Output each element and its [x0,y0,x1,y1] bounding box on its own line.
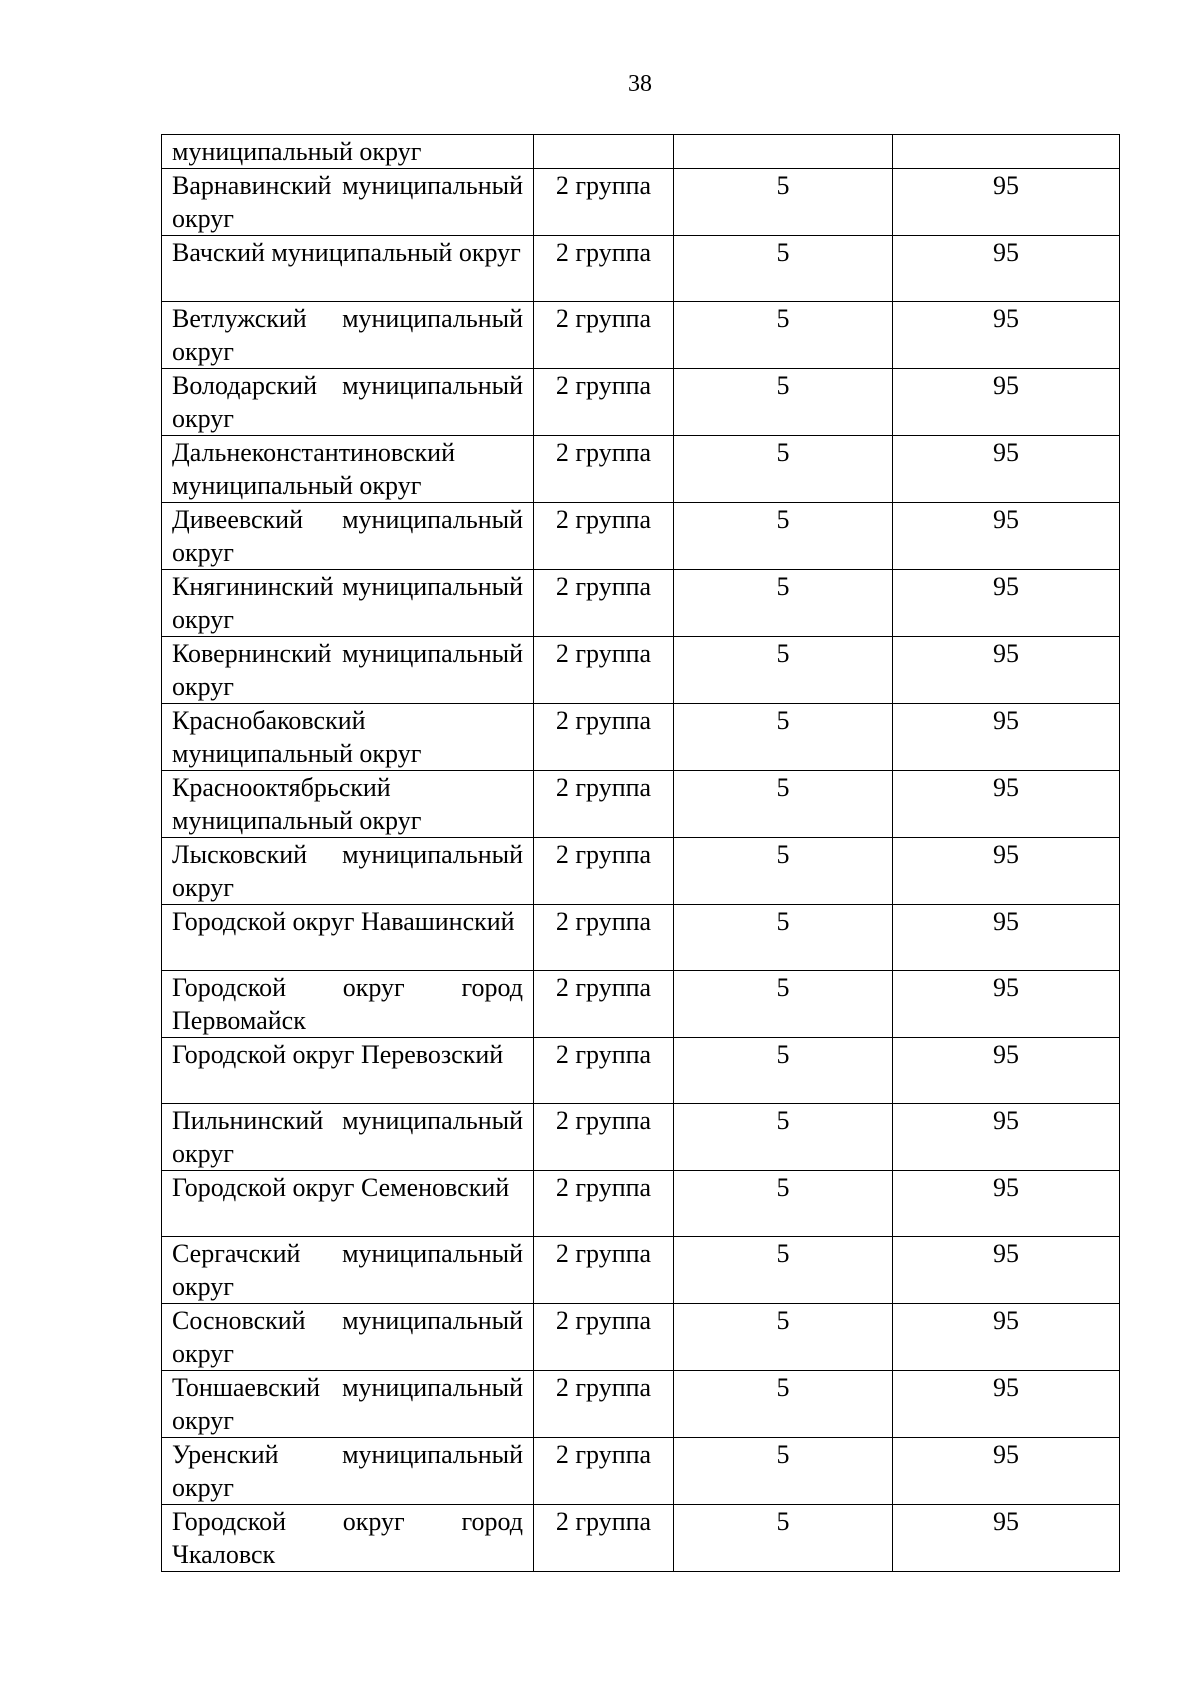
cell-value1: 5 [674,436,893,503]
cell-value2 [893,135,1120,169]
municipalities-table [161,134,1120,1572]
cell-name: Городской округ Семеновский [162,1171,534,1237]
cell-group: 2 группа [534,1171,674,1237]
cell-name: Володарский муниципальный округ [162,369,534,436]
cell-value2: 95 [893,369,1120,436]
table-row [162,637,1120,704]
cell-value2: 95 [893,905,1120,971]
table-row [162,503,1120,570]
cell-name: Дивеевский муниципальный округ [162,503,534,570]
cell-name: Краснобаковский муниципальный округ [162,704,534,771]
table-row [162,704,1120,771]
cell-name: Городской округ Навашинский [162,905,534,971]
cell-value1: 5 [674,570,893,637]
cell-group: 2 группа [534,1038,674,1104]
cell-group: 2 группа [534,971,674,1038]
table-row [162,436,1120,503]
cell-value2: 95 [893,971,1120,1038]
table-row [162,838,1120,905]
cell-group: 2 группа [534,1237,674,1304]
cell-group: 2 группа [534,1104,674,1171]
cell-value2: 95 [893,1038,1120,1104]
cell-value1: 5 [674,971,893,1038]
cell-name: Дальнеконстантиновский муниципальный округ [162,436,534,503]
table-row [162,236,1120,302]
cell-value1: 5 [674,1104,893,1171]
table-row [162,1171,1120,1237]
table-row [162,905,1120,971]
cell-value2: 95 [893,1304,1120,1371]
cell-value2: 95 [893,503,1120,570]
cell-group: 2 группа [534,1371,674,1438]
cell-value1 [674,135,893,169]
cell-name: Городской округ Перевозский [162,1038,534,1104]
cell-value2: 95 [893,302,1120,369]
cell-value1: 5 [674,1304,893,1371]
cell-group: 2 группа [534,1304,674,1371]
cell-group: 2 группа [534,905,674,971]
table-body [162,135,1120,1572]
cell-value1: 5 [674,169,893,236]
cell-value2: 95 [893,1371,1120,1438]
cell-value1: 5 [674,503,893,570]
cell-value1: 5 [674,838,893,905]
cell-value1: 5 [674,302,893,369]
cell-value1: 5 [674,704,893,771]
cell-value1: 5 [674,1038,893,1104]
cell-value1: 5 [674,1171,893,1237]
cell-value1: 5 [674,1237,893,1304]
cell-value1: 5 [674,771,893,838]
cell-name: Городской округ город Чкаловск [162,1505,534,1572]
cell-value2: 95 [893,169,1120,236]
table-row [162,1438,1120,1505]
cell-group: 2 группа [534,704,674,771]
cell-name: Лысковский муниципальный округ [162,838,534,905]
table-row [162,771,1120,838]
table-row [162,169,1120,236]
table-row [162,570,1120,637]
table-row [162,1371,1120,1438]
cell-name: Вачский муниципальный округ [162,236,534,302]
cell-value2: 95 [893,1171,1120,1237]
cell-group: 2 группа [534,838,674,905]
cell-name: Сергачский муниципальный округ [162,1237,534,1304]
cell-value2: 95 [893,570,1120,637]
table-row [162,302,1120,369]
cell-group: 2 группа [534,637,674,704]
cell-group: 2 группа [534,169,674,236]
table-row [162,1237,1120,1304]
cell-name: Ковернинский муниципальный округ [162,637,534,704]
cell-value2: 95 [893,236,1120,302]
cell-value1: 5 [674,369,893,436]
cell-value2: 95 [893,1505,1120,1572]
cell-group: 2 группа [534,436,674,503]
cell-group: 2 группа [534,1505,674,1572]
cell-name: Тоншаевский муниципальный округ [162,1371,534,1438]
cell-group: 2 группа [534,1438,674,1505]
cell-group: 2 группа [534,369,674,436]
cell-name: Варнавинский муниципальный округ [162,169,534,236]
cell-group: 2 группа [534,503,674,570]
cell-value2: 95 [893,771,1120,838]
page-number: 38 [628,71,652,97]
cell-group [534,135,674,169]
cell-name: Краснооктябрьский муниципальный округ [162,771,534,838]
table-row [162,971,1120,1038]
cell-value2: 95 [893,436,1120,503]
cell-name: Городской округ город Первомайск [162,971,534,1038]
cell-name: муниципальный округ [162,135,534,169]
cell-name: Княгининский муниципальный округ [162,570,534,637]
cell-name: Сосновский муниципальный округ [162,1304,534,1371]
cell-value1: 5 [674,637,893,704]
cell-value1: 5 [674,1438,893,1505]
table-row [162,369,1120,436]
table-row [162,1304,1120,1371]
cell-value2: 95 [893,1237,1120,1304]
cell-value1: 5 [674,1505,893,1572]
cell-name: Ветлужский муниципальный округ [162,302,534,369]
table-row-continuation [162,135,1120,169]
cell-value2: 95 [893,704,1120,771]
cell-group: 2 группа [534,236,674,302]
table-row [162,1038,1120,1104]
table-row [162,1505,1120,1572]
cell-value2: 95 [893,637,1120,704]
cell-name: Пильнинский муниципальный округ [162,1104,534,1171]
cell-value1: 5 [674,236,893,302]
cell-value1: 5 [674,1371,893,1438]
cell-group: 2 группа [534,302,674,369]
cell-group: 2 группа [534,771,674,838]
cell-value1: 5 [674,905,893,971]
cell-name: Уренский муниципальный округ [162,1438,534,1505]
table-row [162,1104,1120,1171]
cell-value2: 95 [893,838,1120,905]
cell-value2: 95 [893,1438,1120,1505]
cell-group: 2 группа [534,570,674,637]
cell-value2: 95 [893,1104,1120,1171]
